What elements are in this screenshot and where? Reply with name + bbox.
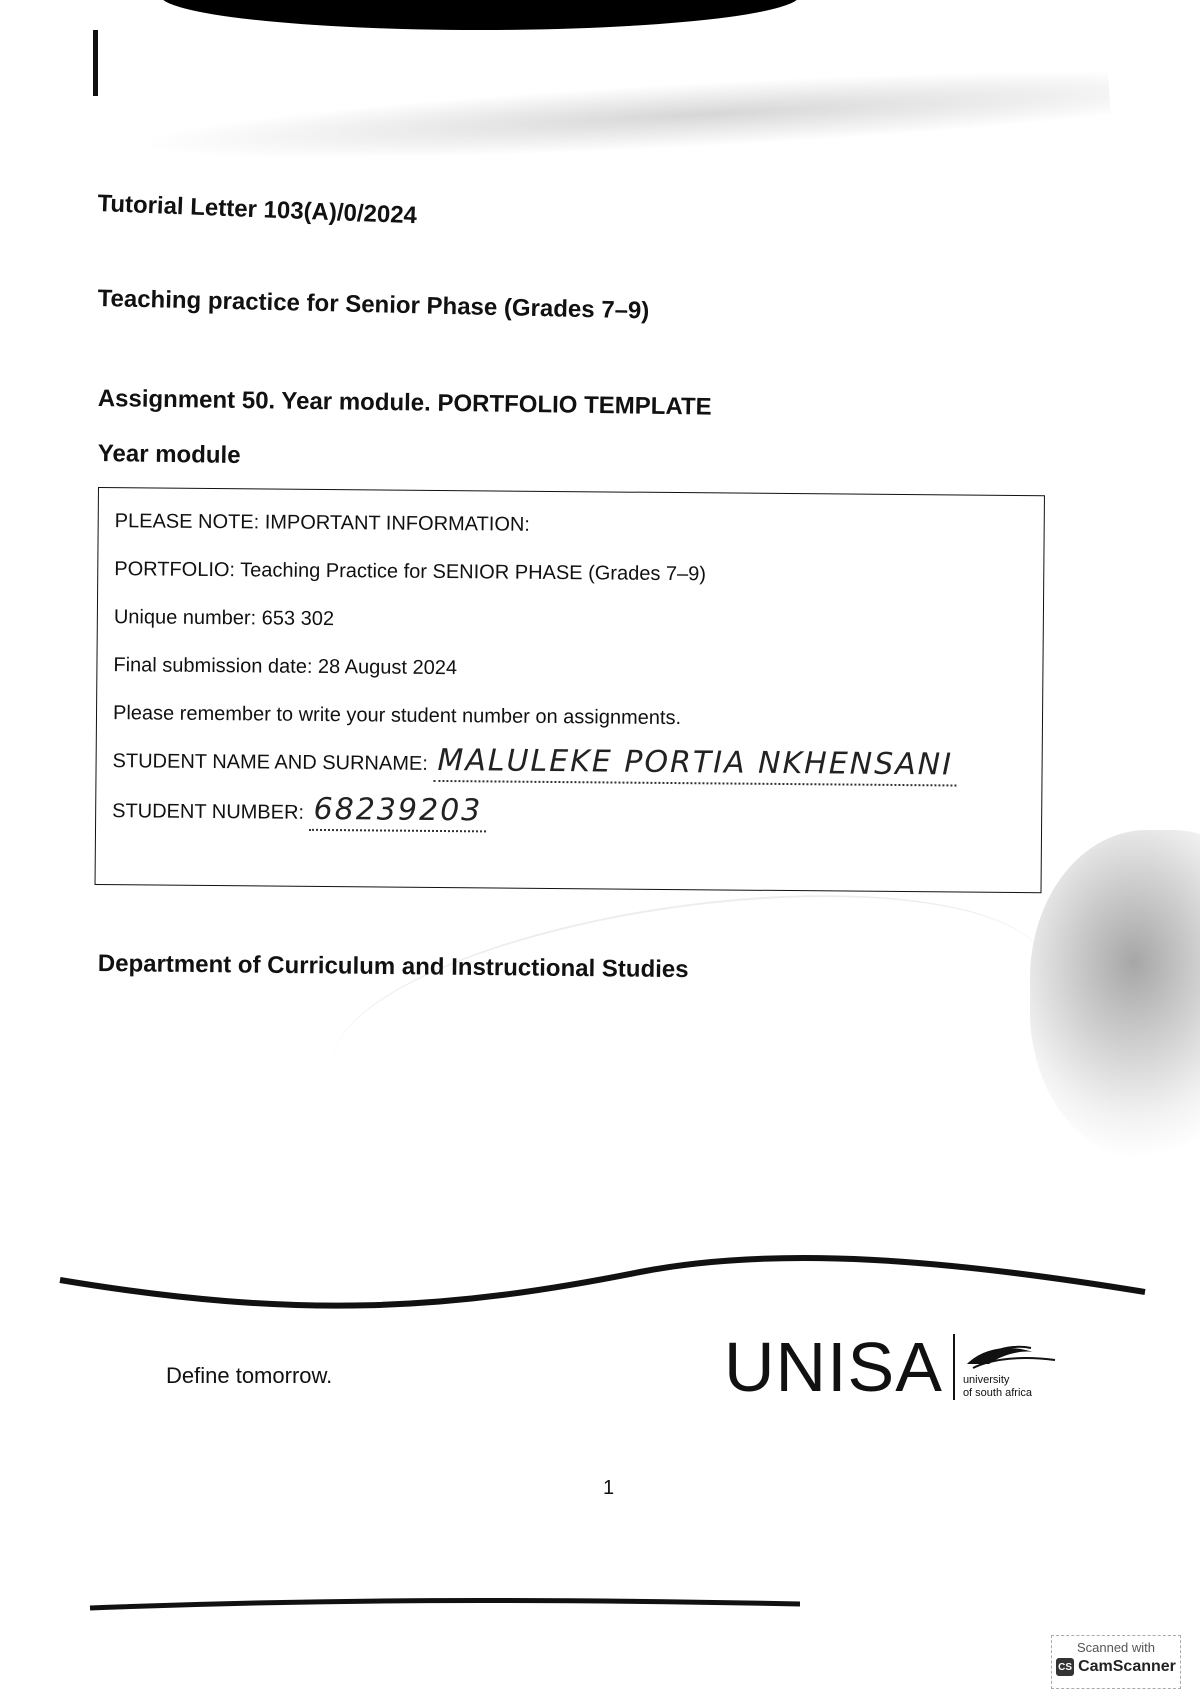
assignment-title: Assignment 50. Year module. PORTFOLIO TEMPLATE bbox=[97, 385, 712, 421]
logo-side bbox=[963, 1334, 1059, 1400]
logo-line-university: university bbox=[962, 1374, 1010, 1386]
logo-separator bbox=[953, 1334, 955, 1400]
scan-streak bbox=[318, 856, 1062, 1176]
department-name: Department of Curriculum and Instructional Studies bbox=[97, 950, 689, 984]
scanner-brand: CamScanner bbox=[1078, 1658, 1176, 1675]
scanner-badge-caption: Scanned with bbox=[1076, 1640, 1156, 1655]
scanner-badge-brand-row bbox=[1052, 1658, 1180, 1676]
important-info-box bbox=[95, 487, 1045, 893]
portfolio-line: PORTFOLIO: Teaching Practice for SENIOR PHASE (Grades 7–9) bbox=[114, 558, 707, 586]
tagline: Define tomorrow. bbox=[166, 1363, 333, 1388]
tutorial-letter-title: Tutorial Letter 103(A)/0/2024 bbox=[96, 190, 418, 230]
page-number: 1 bbox=[603, 1477, 615, 1499]
student-number-label: STUDENT NUMBER: bbox=[112, 800, 305, 824]
student-name-label: STUDENT NAME AND SURNAME: bbox=[112, 750, 428, 775]
scan-blot bbox=[160, 0, 800, 30]
bottom-scan-line bbox=[0, 1590, 1200, 1620]
decorative-wave bbox=[0, 1240, 1200, 1320]
student-name-handwritten: MALULEKE PORTIA NKHENSANI bbox=[433, 743, 957, 787]
module-type: Year module bbox=[97, 440, 241, 469]
scan-smudge bbox=[89, 58, 1111, 181]
student-number-handwritten: 68239203 bbox=[309, 792, 486, 833]
scan-stain bbox=[1030, 830, 1200, 1160]
scanner-badge bbox=[1051, 1635, 1181, 1689]
logo-line-south-africa: of south africa bbox=[962, 1387, 1033, 1399]
unique-number: Unique number: 653 302 bbox=[113, 606, 335, 631]
submission-date: Final submission date: 28 August 2024 bbox=[113, 654, 458, 680]
unisa-logo bbox=[724, 1322, 1059, 1412]
note-heading: PLEASE NOTE: IMPORTANT INFORMATION: bbox=[114, 510, 531, 536]
student-number-row bbox=[112, 790, 486, 832]
logo-wordmark: UNISA bbox=[724, 1328, 943, 1406]
logo-emblem-icon bbox=[963, 1340, 1059, 1374]
student-name-row bbox=[112, 740, 957, 786]
scan-mark bbox=[93, 30, 98, 96]
module-title: Teaching practice for Senior Phase (Grades 7–9) bbox=[97, 285, 650, 325]
camscanner-icon: CS bbox=[1056, 1658, 1074, 1676]
reminder-text: Please remember to write your student number on assignments. bbox=[112, 702, 682, 730]
